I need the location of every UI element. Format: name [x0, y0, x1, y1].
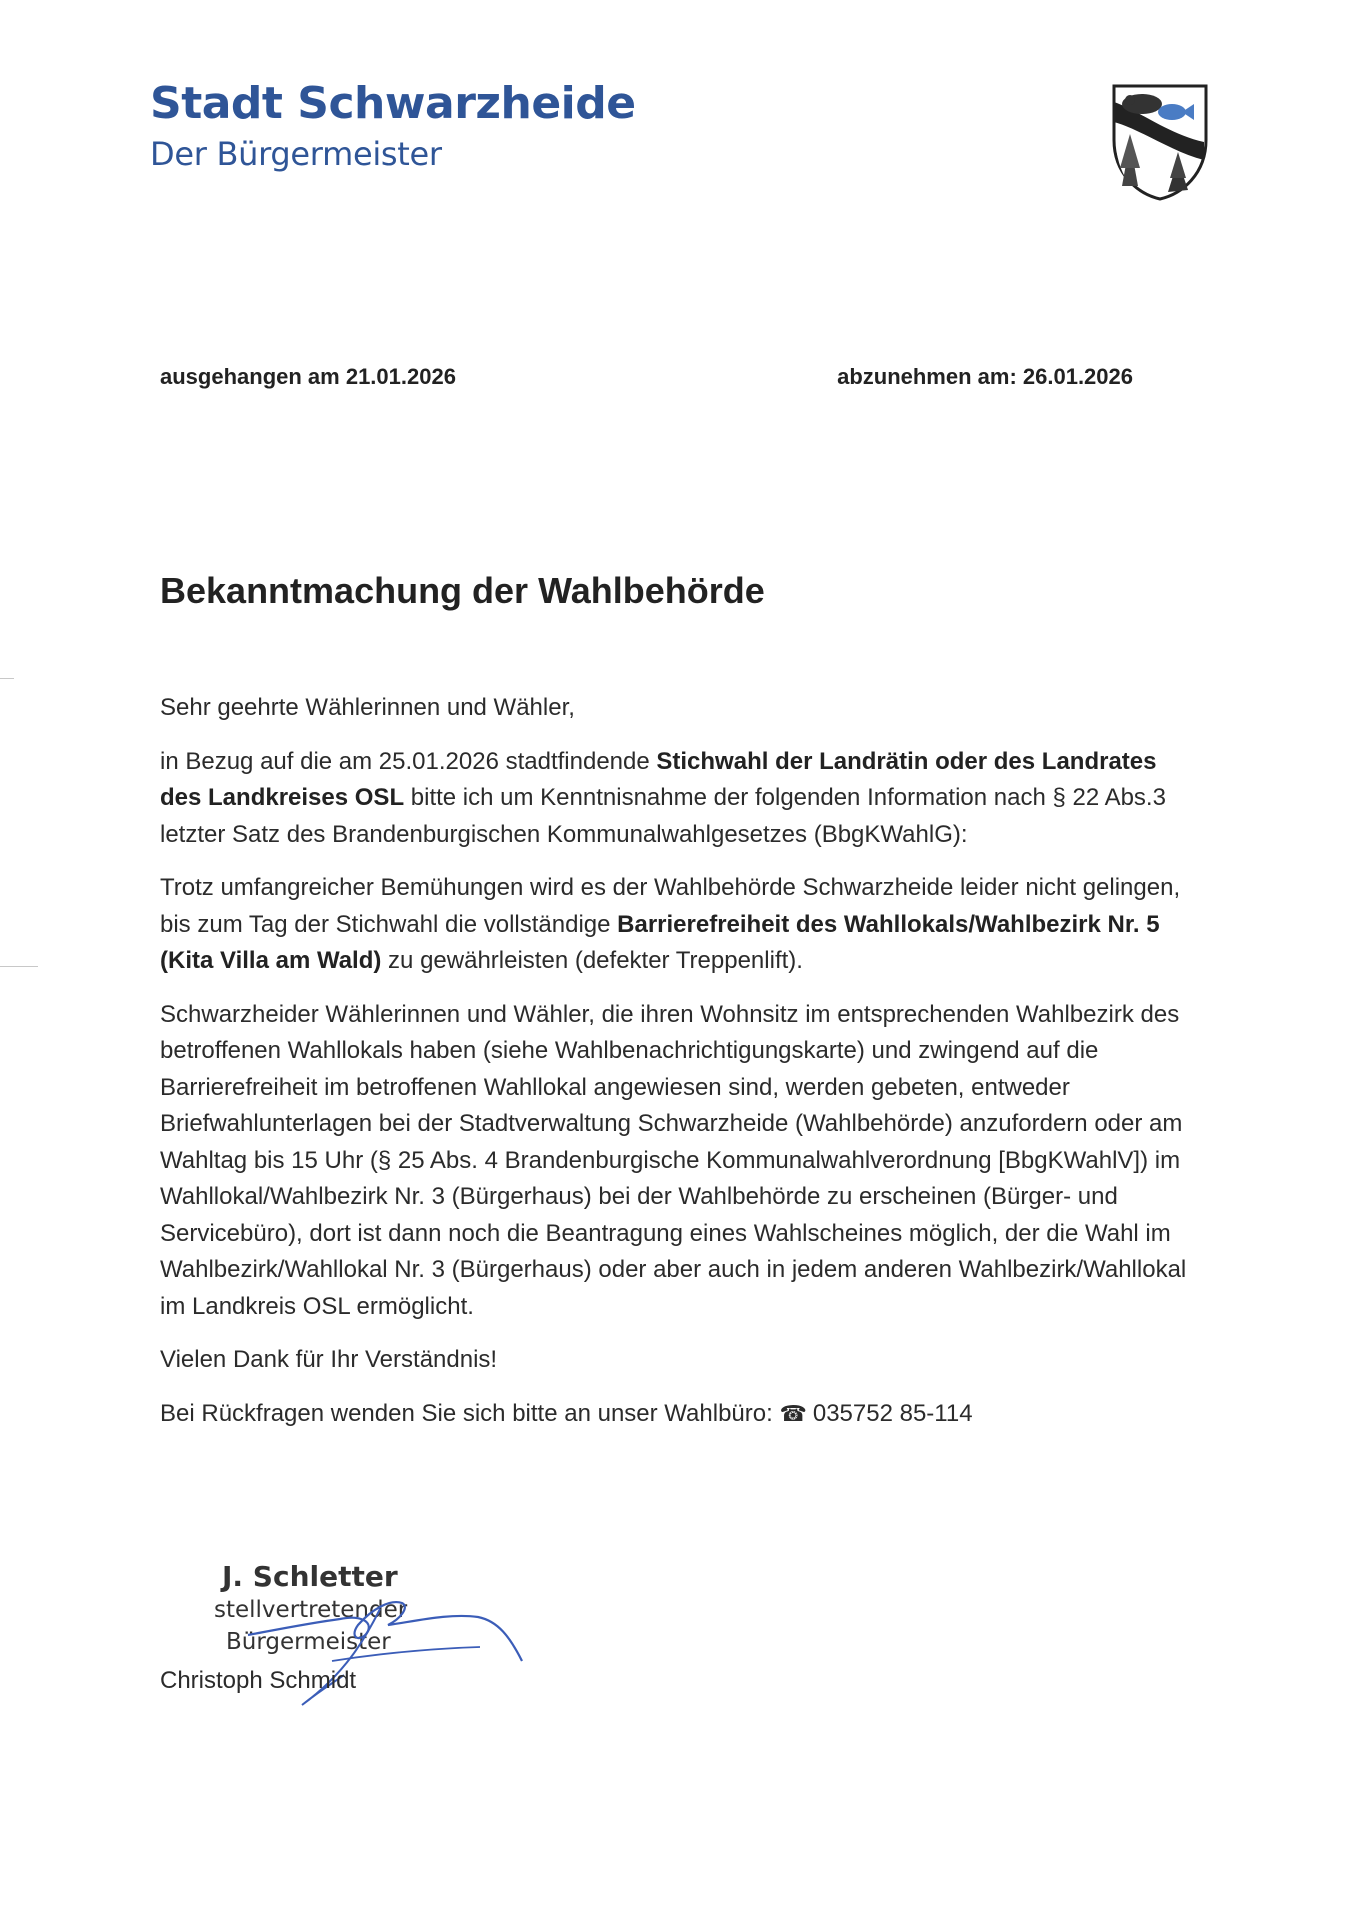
emphasis-text: Stichwahl der Landrätin oder des Landrates des Landkreises OSL	[160, 747, 1157, 811]
posted-date: ausgehangen am 21.01.2026	[160, 364, 456, 389]
contact-line	[160, 1396, 1200, 1433]
letterhead-title: Stadt Schwarzheide	[150, 78, 636, 129]
letterhead-subtitle: Der Bürgermeister	[150, 135, 442, 173]
emphasis-text: Barrierefreiheit des Wahllokals/Wahlbezirk Nr. 5 (Kita Villa am Wald)	[160, 910, 1160, 974]
paragraph-text: in Bezug auf die am 25.01.2026 stadtfindende	[160, 747, 657, 775]
contact-text: Bei Rückfragen wenden Sie sich bitte an unser Wahlbüro:	[160, 1399, 780, 1427]
paragraph-text: Trotz umfangreicher Bemühungen wird es der Wahlbehörde Schwarzheide leider nicht gelingen, bis zum Tag der Stichwahl die vollständige	[160, 874, 1181, 938]
signature-block	[160, 1555, 520, 1715]
letter-body	[160, 690, 1200, 1449]
phone-number: 035752 85-114	[812, 1399, 973, 1427]
scan-edge-mark	[0, 678, 14, 679]
paragraph-text: bitte ich um Kenntnisnahme der folgenden Information nach § 22 Abs.3 letzter Satz des Brandenburgischen Kommunalwahlgesetzes (BbgKWahlG):	[160, 784, 1166, 848]
stamp-name: J. Schletter	[222, 1560, 398, 1593]
coat-of-arms-icon	[1108, 82, 1212, 202]
salutation: Sehr geehrte Wählerinnen und Wähler,	[160, 694, 575, 721]
thanks-line: Vielen Dank für Ihr Verständnis!	[160, 1346, 498, 1373]
signer-name: Christoph Schmidt	[160, 1667, 357, 1694]
removal-date: abzunehmen am: 26.01.2026	[837, 364, 1133, 389]
paragraph-voters: Schwarzheider Wählerinnen und Wähler, die ihren Wohnsitz im entsprechenden Wahlbezirk des betroffenen Wahllokals haben (siehe Wahlbenachrichtigungskarte) und zwingend auf die Barrierefreiheit im betroffenen Wahllokal angewiesen sind, werden gebeten, entweder Briefwahlunterlagen bei der Stadtverwaltung Schwarzheide (Wahlbehörde) anzufordern oder am Wahltag bis 15 Uhr (§ 25 Abs. 4 Brandenburgische Kommunalwahlverordnung [BbgKWahlV]) im Wahllokal/Wahlbezirk Nr. 3 (Bürgerhaus) bei der Wahlbehörde zu erscheinen (Bürger- und Servicebüro), dort ist dann noch die Beantragung eines Wahlscheines möglich, der die Wahl im Wahlbezirk/Wahllokal Nr. 3 (Bürgerhaus) oder aber auch in jedem anderen Wahlbezirk/Wahllokal im Landkreis OSL ermöglicht.	[160, 1000, 1187, 1320]
paragraph-barrierefreiheit	[160, 870, 1200, 980]
paragraph-text: zu gewährleisten (defekter Treppenlift).	[381, 947, 803, 974]
document-title: Bekanntmachung der Wahlbehörde	[160, 570, 765, 611]
stamp-role-line2: Bürgermeister	[226, 1629, 391, 1655]
paragraph-stichwahl	[160, 744, 1200, 854]
stamp-role-line1: stellvertretender	[214, 1597, 408, 1623]
telephone-icon: ☎	[779, 1400, 807, 1426]
scan-edge-mark	[0, 966, 38, 967]
